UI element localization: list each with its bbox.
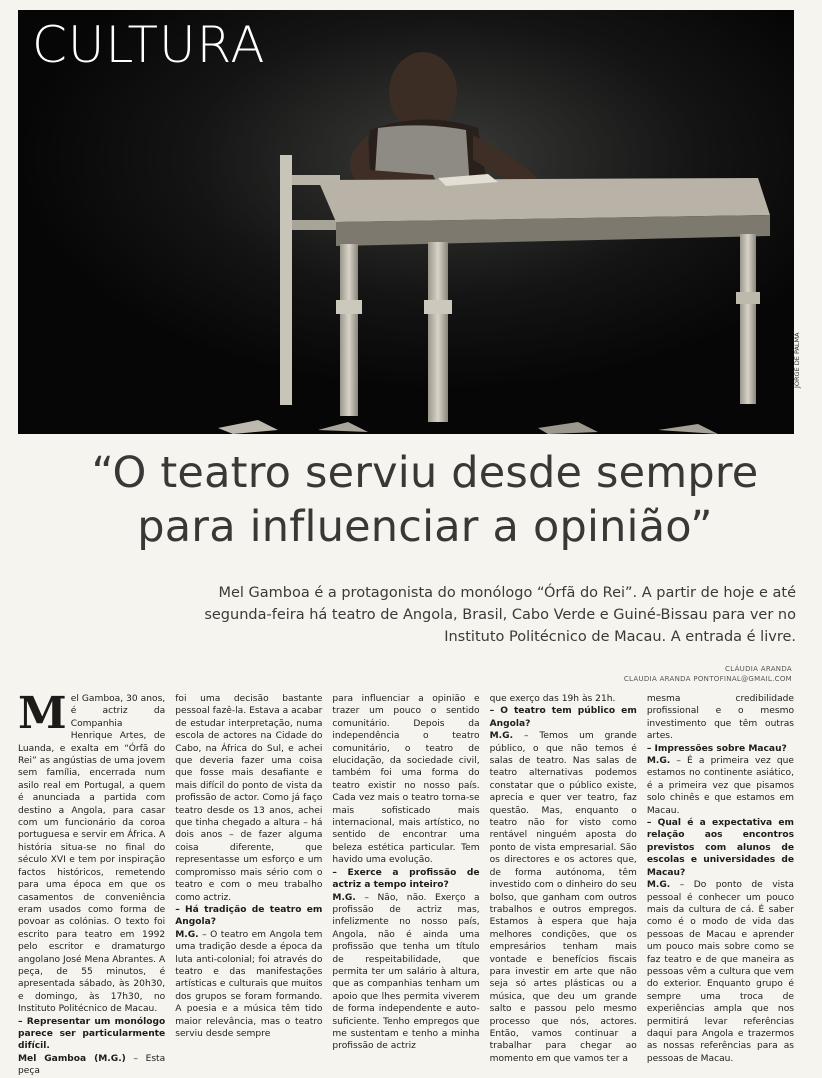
speaker-label: M.G. [175,929,199,940]
body-text: el Gamboa, 30 anos, é actriz da Companhia Henrique Artes, de Luanda, e exalta em “Órfã do Rei” as angústias de uma jovem sem família, encerrada num asilo real em Portugal, a quem é anunciada a partida com destino a Angola, para casar com um funcionário da coroa portuguesa e servir em África. A história situa-se no final do século XVI e tem por inspiração factos históricos, remetendo para uma época em que os casamentos de conveniência eram usados como forma de povoar as colónias. O texto foi escrito para teatro em 1992 pelo escritor e dramaturgo angolano José Mena Abrantes. A peça, de 55 minutos, é apresentada sábado, às 20h30, e domingo, às 17h30, no Instituto Politécnico de Macau. [18,694,166,1015]
interview-answer [175,929,322,1041]
interview-answer [332,892,479,1053]
headline: “O teatro serviu desde sempre para influenciar a opinião” [91,448,759,552]
article-column-1 [18,688,166,1077]
answer-text: – Do ponto de vista pessoal é conhecer um pouco mais da cultura de cá. É saber como é o modo de vida das pessoas de Macau e aprender um pouco mais sobre como se faz teatro e de que maneira as pessoas vêm a cultura que vem do exterior. Enquanto grupo é sempre uma troca de experiências ampla que nos permitirá levar referências daqui para Angola e trazermos as nossas referências para as pessoas de Macau. [646,880,795,1064]
interview-question: – Representar um monólogo parece ser particularmente difícil. [18,1016,166,1052]
body-text: que exerço das 19h às 21h. [489,694,616,704]
answer-text: – Não, não. Exerço a profissão de actriz mas, infelizmente no nosso país, Angola, não é ainda uma profissão que tenha um título de respeitabilidade, que permita ter um salário à altura, que as companhias tenham um apoio que lhes permita viverem de forma independente e auto-suficiente. Tenho empregos que me sustentam e tenho a minha profissão de actriz [332,892,480,1052]
byline [624,664,792,684]
section-title: CULTURA [32,16,266,74]
interview-question: – Qual é a expectativa em relação aos encontros previstos com alunos de escolas e universidades de Macau? [646,818,795,878]
lead-paragraph: Mel Gamboa é a protagonista do monólogo “Órfã do Rei”. A partir de hoje e até segunda-feira há teatro de Angola, Brasil, Cabo Verde e Guiné-Bissau para ver no Instituto Politécnico de Macau. A entrada é livre. [204,585,796,645]
interview-answer [18,1053,165,1078]
author-email: CLAUDIA ARANDA PONTOFINAL@GMAIL.COM [623,675,792,683]
speaker-label: M.G. [489,731,514,742]
answer-text: – O teatro em Angola tem uma tradição desde a época da luta anti-colonial; foi através do teatro e das manifestações artísticas e culturais que muitos dos grupos se foram formando. A poesia e a música têm tido maior relevância, mas o teatro serviu desde sempre [175,929,323,1039]
speaker-label: M.G. [646,756,671,767]
answer-text: – Esta peça [18,1053,166,1077]
article-column-2 [175,693,323,1039]
interview-question: – Impressões sobre Macau? [646,743,787,754]
answer-text: – Temos um grande público, o que não temos é salas de teatro. Nas salas de teatro alternativas podemos constatar que o público existe, aprecia e quer ver teatro, faz questão. Mas, enquanto o teatro não for visto como rentável ninguém aposta do ponto de vista empresarial. São os directores e os actores que, de forma autónoma, têm investido com o dinheiro do seu bolso, que ganham com outros trabalhos e outros empregos. Estamos à espera que haja melhores condições, que os empresários tenham mais vontade e benefícios fiscais para investir em arte que não seja só artes plásticas ou a música, que deu um grande salto e passou pelo mesmo processo que nós, actores. Então, vamos continuar a trabalhar para chegar ao momento em que vamos ter a [489,731,637,1064]
body-text: foi uma decisão bastante pessoal fazê-la. Estava a acabar de estudar interpretação, numa escola de actores na Cidade do Cabo, na África do Sul, e achei que deveria fazer uma coisa que fosse mais desafiante e mais difícil do ponto de vista da profissão de actor. Como já faço teatro desde os 13 anos, achei que tinha chegado a altura – há dois anos – de fazer alguma coisa diferente, que representasse um esforço e um compromisso mais sério com o teatro e com o meu trabalho como actriz. [175,694,323,903]
article-photo [18,10,794,434]
speaker-label: M.G. [332,892,356,903]
body-text: mesma credibilidade profissional e o mesmo investimento que têm outras artes. [646,694,795,742]
speaker-label: M.G. [646,880,671,891]
article-column-3 [332,693,480,1052]
drop-cap: M [18,688,67,739]
interview-question: – Exerce a profissão de actriz a tempo inteiro? [332,867,480,891]
interview-answer [647,879,794,1065]
photo-credit: JORGE DE PALMA [793,332,801,388]
speaker-label: Mel Gamboa (M.G.) [18,1053,126,1064]
article-column-5 [646,693,795,1064]
article-body [18,688,795,1077]
interview-answer [490,730,637,1065]
author-name: CLÁUDIA ARANDA [725,665,792,673]
interview-question: – O teatro tem público em Angola? [489,706,637,729]
article-column-4 [489,693,637,1064]
interview-answer [647,755,794,817]
interview-question: – Há tradição de teatro em Angola? [175,904,323,928]
body-text: para influenciar a opinião e trazer um pouco o sentido comunitário. Depois da independência o teatro comunitário, o teatro de elucidação, da sociedade civil, também foi uma forma do teatro existir no nosso país. Cada vez mais o teatro torna-se mais sofisticado mais internacional, mais artístico, no sentido de encontrar uma beleza estética particular. Tem havido uma evolução. [332,694,480,866]
answer-text: – É a primeira vez que estamos no continente asiático, é a primeira vez que pisamos solo chinês e que estamos em Macau. [646,756,795,816]
